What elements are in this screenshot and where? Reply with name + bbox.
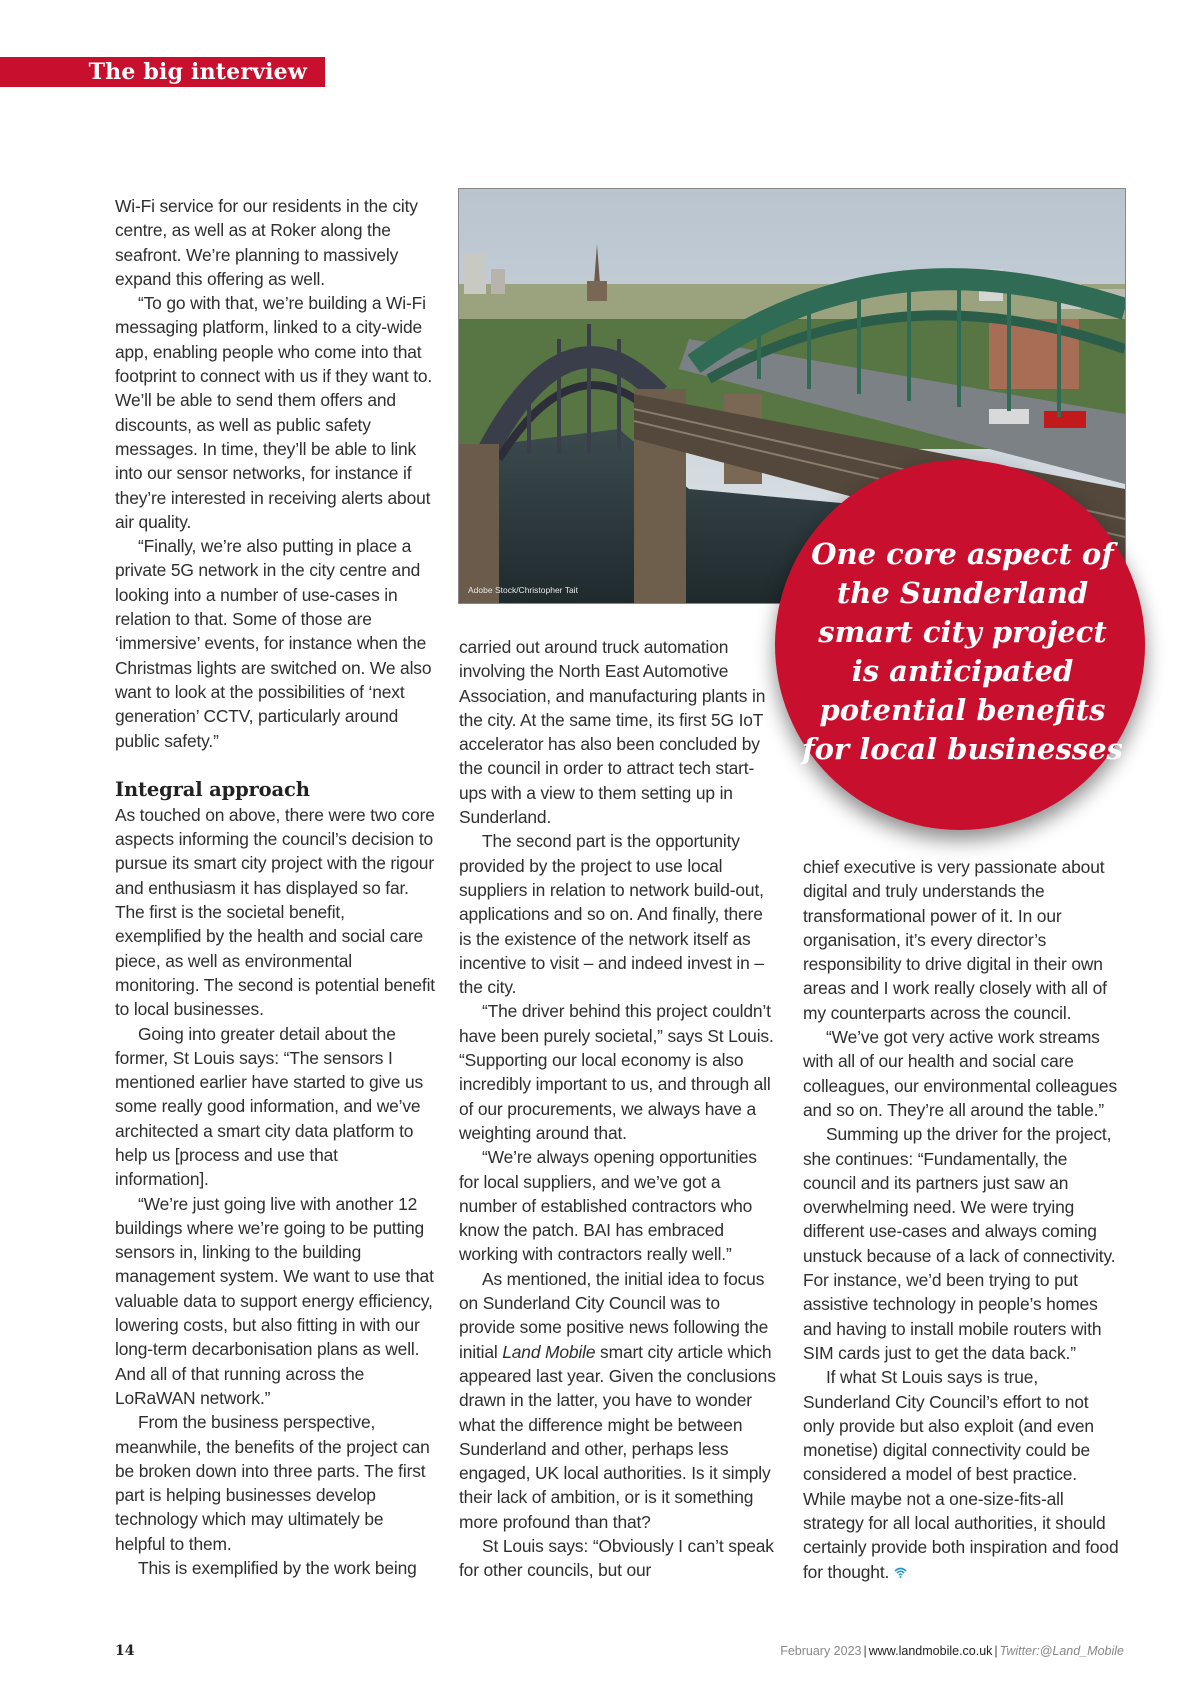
paragraph: This is exemplified by the work being [138, 1558, 417, 1579]
publication-name: Land Mobile [502, 1341, 596, 1362]
paragraph [459, 1267, 779, 1534]
pull-quote: One core aspect of the Sunderland smart city project is anticipated potential benefits for local businesses [802, 537, 1123, 766]
issue-date: February 2023 [780, 1644, 862, 1658]
text-run: smart city article which appeared last year. Given the conclusions drawn in the latter, you have to wonder what the difference might be between Sunderland and other, perhaps less engaged, UK local authorities. Is it simply their lack of ambition, or is it something more profound than that? [459, 1341, 776, 1532]
paragraph: “We’ve got very active work streams with all of our health and social care colleagues, our environmental colleagues and so on. They’re all around the table.” [803, 1027, 1117, 1120]
section-tag-label: The big interview [88, 59, 307, 85]
section-tag [0, 57, 325, 87]
paragraph: “We’re just going live with another 12 buildings where we’re going to be putting sensors in, linking to the building management system. We want to use that valuable data to support energy efficiency, lowering costs, but also fitting in with our long-term decarbonisation plans as well. And all of that running across the LoRaWAN network.” [115, 1193, 434, 1408]
paragraph: chief executive is very passionate about digital and truly understands the transformational power of it. In our organisation, it’s every director’s responsibility to drive digital in their own areas and I work really closely with all of my counterparts across the council. [803, 857, 1107, 1023]
paragraph: “The driver behind this project couldn’t have been purely societal,” says St Louis. “Supporting our local economy is also incredibly important to us, and through all of our procurements, we always have a weighting around that. [459, 1001, 774, 1143]
paragraph: St Louis says: “Obviously I can’t speak for other councils, but our [459, 1535, 774, 1581]
paragraph: “Finally, we’re also putting in place a private 5G network in the city centre and looking into a number of use-cases in relation to that. Some of those are ‘immersive’ events, for instance when the Christmas lights are switched on. We also want to look at the possibilities of ‘next generation’ CCTV, particularly around public safety.” [115, 536, 432, 751]
separator: | [863, 1644, 867, 1658]
text-run: As mentioned, the initial idea to focus on Sunderland City Council was to provide some positive news following the initial [459, 1268, 769, 1362]
twitter-handle[interactable]: Twitter:@Land_Mobile [999, 1644, 1124, 1658]
website-link[interactable]: www.landmobile.co.uk [868, 1644, 993, 1658]
text-column-1 [115, 194, 435, 1580]
paragraph: Wi-Fi service for our residents in the city centre, as well as at Roker along the seafront. We’re planning to massively expand this offering as well. [115, 196, 418, 289]
paragraph: Summing up the driver for the project, she continues: “Fundamentally, the council and its partners just saw an overwhelming need. We were trying different use-cases and always coming unstuck because of a lack of connectivity. For instance, we’d been trying to put assistive technology in people’s homes and having to install mobile routers with SIM cards just to get the data back.” [803, 1124, 1116, 1363]
footer [780, 1644, 1124, 1658]
text-column-3 [803, 855, 1123, 1585]
paragraph: “We’re always opening opportunities for local suppliers, and we’ve got a number of established contractors who know the patch. BAI has embraced working with contractors really well.” [459, 1147, 757, 1265]
paragraph [803, 1365, 1123, 1585]
paragraph: From the business perspective, meanwhile, the benefits of the project can be broken down into three parts. The first part is helping businesses develop technology which may ultimately be helpful to them. [115, 1412, 430, 1554]
subheading: Integral approach [115, 777, 310, 801]
page-number: 14 [115, 1643, 135, 1659]
separator: | [994, 1644, 998, 1658]
paragraph: As touched on above, there were two core aspects informing the council’s decision to pursue its smart city project with the rigour and enthusiasm it has displayed so far. The first is the societal benefit, exemplified by the health and social care piece, as well as environmental monitoring. The second is potential benefit to local businesses. [115, 804, 435, 1020]
photo-credit: Adobe Stock/Christopher Tait [468, 585, 578, 595]
paragraph: carried out around truck automation involving the North East Automotive Association, and manufacturing plants in the city. At the same time, its first 5G IoT accelerator has also been concluded by the council in order to attract tech start-ups with a view to them setting up in Sunderland. [459, 637, 766, 828]
text-run: If what St Louis says is true, Sunderland City Council’s effort to not only provide but also exploit (and even monetise) digital connectivity could be considered a model of best practice. While maybe not a one-size-fits-all strategy for all local authorities, it should certainly provide both inspiration and food for thought. [803, 1367, 1119, 1582]
wifi-icon [894, 1565, 907, 1581]
paragraph: The second part is the opportunity provided by the project to use local suppliers in relation to network build-out, applications and so on. And finally, there is the existence of the network itself as incentive to visit – and indeed invest in – the city. [459, 831, 764, 998]
text-column-2 [459, 635, 779, 1583]
paragraph: “To go with that, we’re building a Wi-Fi messaging platform, linked to a city-wide app, enabling people who come into that footprint to connect with us if they want to. We’ll be able to send them offers and discounts, as well as public safety messages. In time, they’ll be able to link into our sensor networks, for instance if they’re interested in receiving alerts about air quality. [115, 293, 433, 532]
paragraph: Going into greater detail about the former, St Louis says: “The sensors I mentioned earlier have started to give us some really good information, and we’ve architected a smart city data platform to help us [process and use that information]. [115, 1023, 424, 1190]
